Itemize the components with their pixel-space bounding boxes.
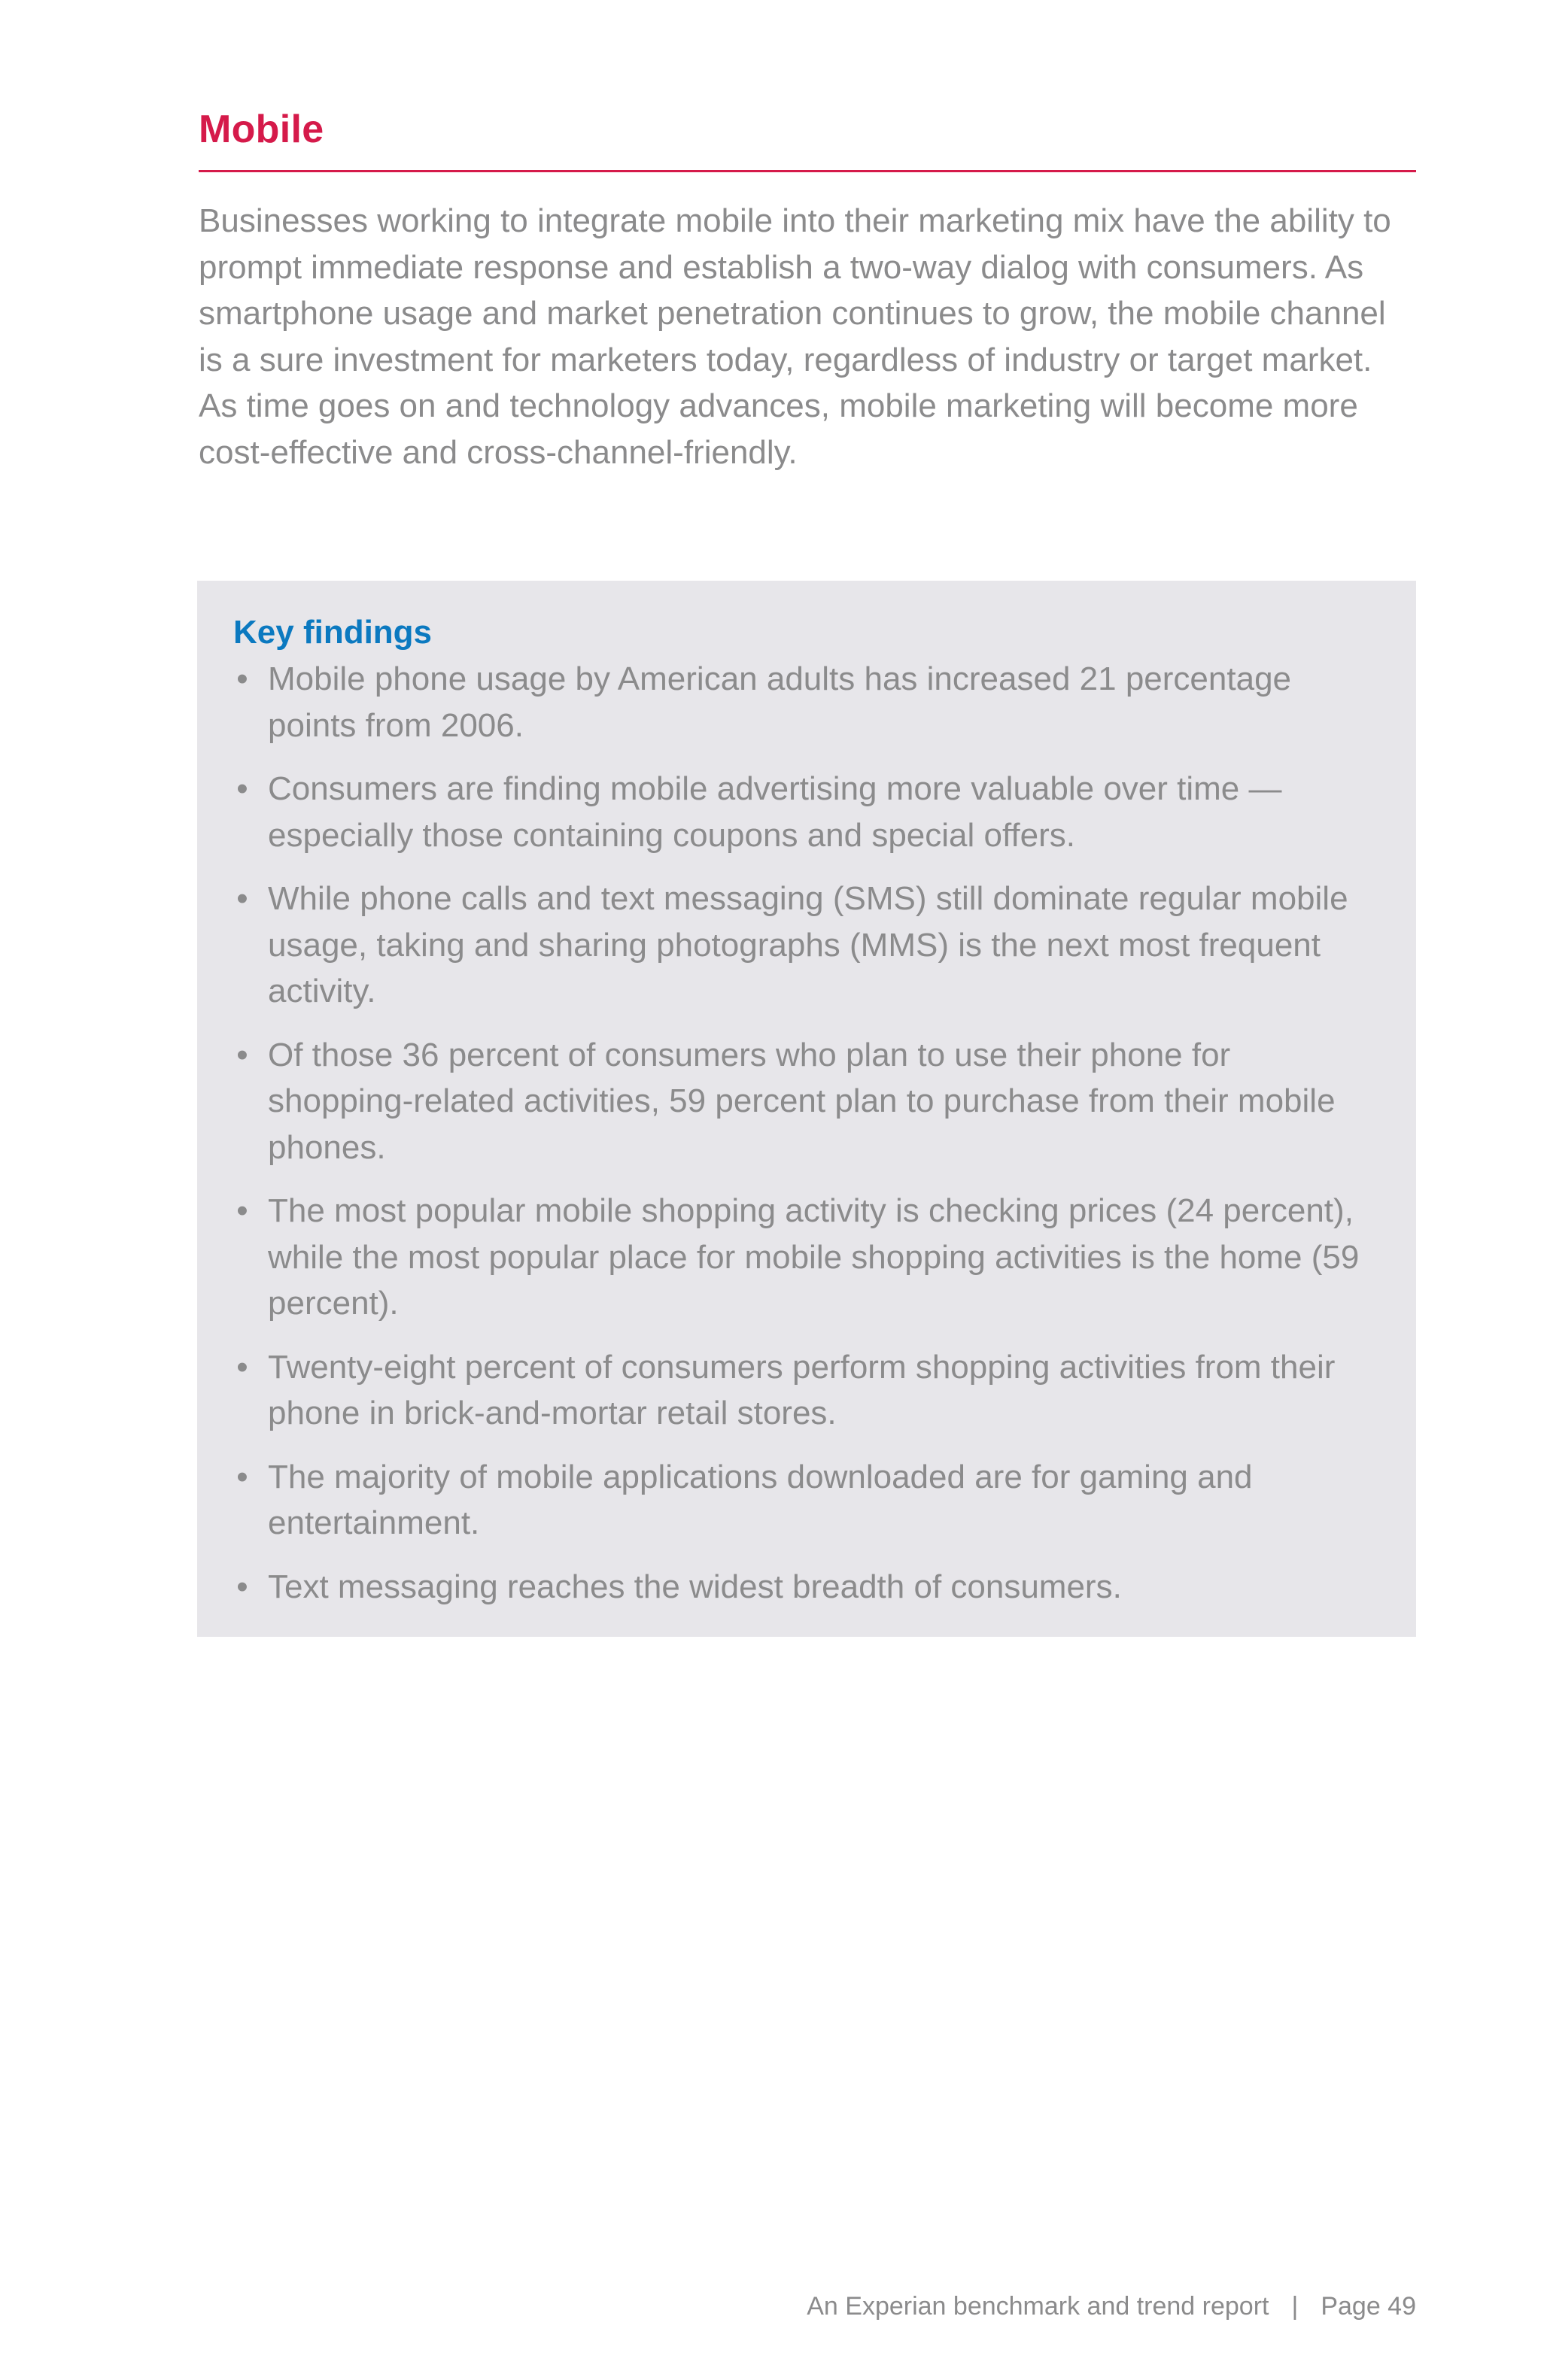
report-name: An Experian benchmark and trend report	[807, 2292, 1269, 2321]
intro-paragraph: Businesses working to integrate mobile into their marketing mix have the ability to prompt immediate response and establish a two-way dialog with consumers. As smartphone usage and market penetration continues to grow, the mobile channel is a sure investment for marketers today, regardless of industry or target market. As time goes on and technology advances, mobile marketing will become more cost-effective and cross-channel-friendly.	[199, 202, 1391, 471]
list-item	[233, 876, 1380, 1015]
key-findings-list	[233, 656, 1380, 1610]
finding-text: Text messaging reaches the widest breadth of consumers.	[268, 1568, 1122, 1605]
finding-text: Twenty-eight percent of consumers perform shopping activities from their phone in brick-and-mortar retail stores.	[268, 1348, 1336, 1431]
finding-text: Of those 36 percent of consumers who plan to use their phone for shopping-related activities, 59 percent plan to purchase from their mobile phones.	[268, 1036, 1336, 1166]
finding-text: Consumers are finding mobile advertising more valuable over time — especially those containing coupons and special offers.	[268, 770, 1282, 854]
bullet-icon: •	[236, 1036, 248, 1073]
finding-text: The most popular mobile shopping activity is checking prices (24 percent), while the most popular place for mobile shopping activities is the home (59 percent).	[268, 1192, 1360, 1322]
page-number: Page 49	[1321, 2292, 1416, 2321]
list-item	[233, 1344, 1380, 1437]
bullet-icon: •	[236, 880, 248, 917]
list-item	[233, 1454, 1380, 1547]
bullet-icon: •	[236, 1568, 248, 1605]
list-item	[233, 766, 1380, 858]
finding-text: Mobile phone usage by American adults has increased 21 percentage points from 2006.	[268, 660, 1292, 744]
bullet-icon: •	[236, 1192, 248, 1229]
finding-text: While phone calls and text messaging (SMS) still dominate regular mobile usage, taking and sharing photographs (MMS) is the next most frequent activity.	[268, 880, 1348, 1009]
list-item	[233, 1032, 1380, 1171]
key-findings-panel	[197, 581, 1416, 1637]
section-title: Mobile	[199, 108, 324, 151]
mobile-section	[199, 101, 1416, 508]
bullet-icon: •	[236, 1348, 248, 1386]
key-findings-title: Key findings	[233, 614, 433, 651]
bullet-icon: •	[236, 1458, 248, 1495]
page-footer	[807, 2288, 1416, 2324]
footer-separator: |	[1291, 2292, 1299, 2321]
list-item	[233, 656, 1380, 748]
finding-text: The majority of mobile applications downloaded are for gaming and entertainment.	[268, 1458, 1253, 1541]
bullet-icon: •	[236, 770, 248, 807]
section-divider	[199, 170, 1416, 172]
list-item	[233, 1564, 1380, 1610]
list-item	[233, 1188, 1380, 1327]
bullet-icon: •	[236, 660, 248, 697]
